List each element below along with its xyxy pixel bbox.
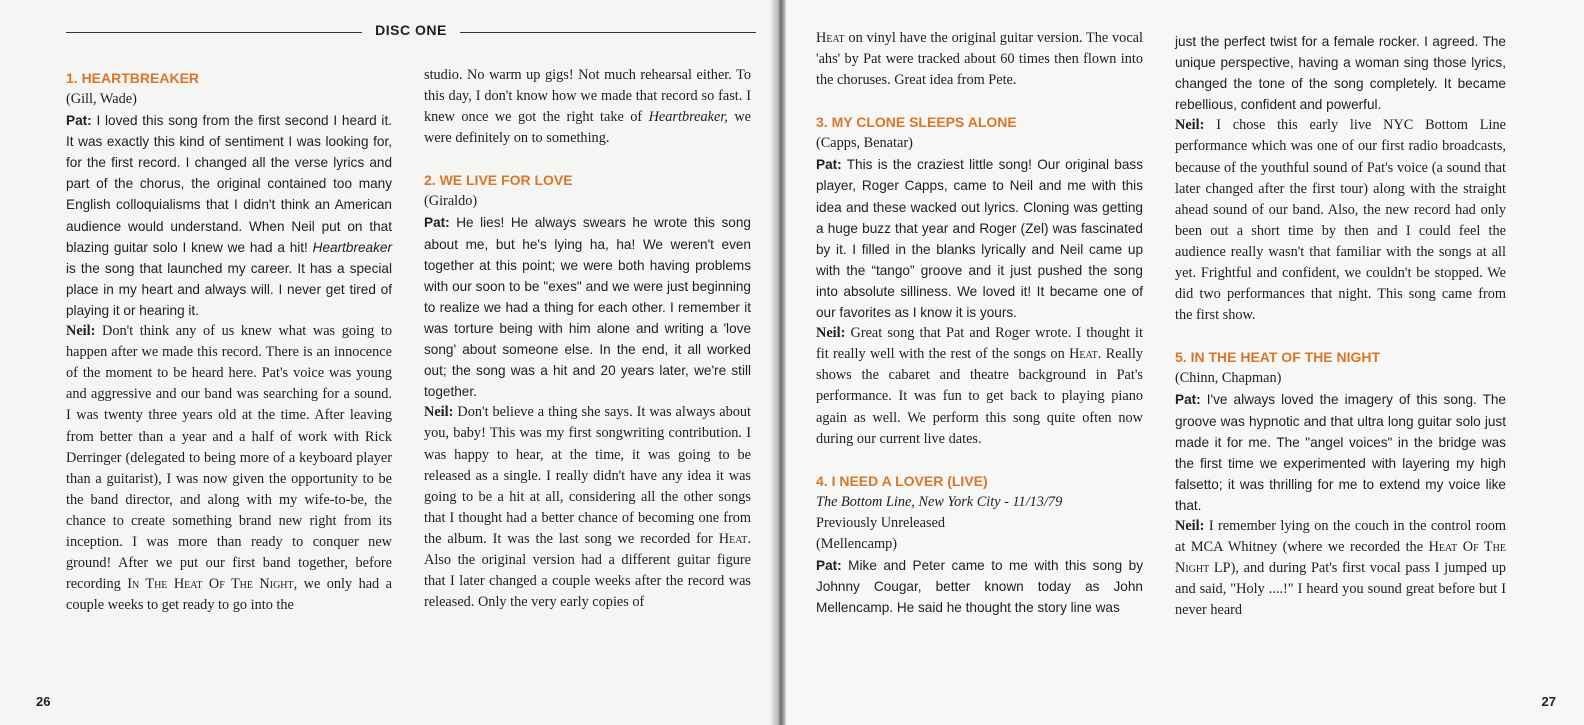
speaker-label: Pat: xyxy=(816,157,842,173)
song-title-i-need-a-lover: 4. I NEED A LOVER (LIVE) xyxy=(816,472,988,489)
neil-commentary: Neil: Great song that Pat and Roger wrote. I thought it fit really well with the rest of the songs on Heat. Really shows the cabaret and theatre background in Pat's performance. It was fun to get back to playing piano again as well. We perform this song quite often now during our current live dates. xyxy=(816,325,1144,447)
right-column-2 xyxy=(1175,31,1506,621)
song-title-we-live-for-love: 2. WE LIVE FOR LOVE xyxy=(424,172,573,189)
speaker-label: Pat: xyxy=(424,215,450,231)
speaker-label: Neil: xyxy=(816,325,846,342)
song-credit: (Chinn, Chapman) xyxy=(1175,370,1282,387)
pat-commentary: Pat: This is the craziest little song! Our original bass player, Roger Capps, came to Neil and me with this idea and these wacked out lyrics. Cloning was getting a huge buzz that year and Roger (Zel) was fascinated by it. I filled in the blanks lyrically and Neil came up with the “tango” groove and it just pushed the song into absolute silliness. We loved it! It became one of our favorites as I know it is yours. xyxy=(816,157,1144,321)
header-rule-left xyxy=(66,32,362,33)
pat-commentary: Pat: Mike and Peter came to me with this song by Johnny Cougar, better known today as John Mellencamp. He said he thought the story line was xyxy=(816,557,1143,616)
section-title: DISC ONE xyxy=(375,22,447,38)
release-note: Previously Unreleased xyxy=(816,514,946,531)
speaker-label: Neil: xyxy=(424,404,454,421)
section-header xyxy=(66,22,756,42)
left-column-1 xyxy=(66,68,392,616)
speaker-label: Pat: xyxy=(1175,392,1201,408)
song-credit: (Giraldo) xyxy=(424,193,478,210)
song-credit: (Mellencamp) xyxy=(816,535,897,552)
speaker-label: Pat: xyxy=(816,557,842,573)
song-venue: The Bottom Line, New York City - 11/13/79 xyxy=(816,493,1063,510)
continued-text: studio. No warm up gigs! Not much rehearsal either. To this day, I don't know how we made that record so fast. I knew once we got the right take of Heartbreaker, we were definitely on to something. xyxy=(424,67,752,147)
left-column-2 xyxy=(424,65,751,613)
neil-commentary: Neil: I remember lying on the couch in the control room at MCA Whitney (where we recorded the Heat Of The Night LP), and during Pat's first vocal pass I jumped up and said, "Holy ....!" I heard you sound great before but I never heard xyxy=(1175,517,1506,619)
right-page xyxy=(786,0,1584,725)
pat-commentary: Pat: He lies! He always swears he wrote this song about me, but he's lying ha, ha! We weren't even together at this point; we were both having problems with our soon to be "exes" and we were just beginning to realize we had a thing for each other. I remember it was torture being with him alone and writing a 'love song' about someone else. In the end, it all worked out; the song was a hit and 20 years later, we're still together. xyxy=(424,215,751,400)
song-title-my-clone-sleeps-alone: 3. MY CLONE SLEEPS ALONE xyxy=(816,114,1017,131)
song-credit: (Capps, Benatar) xyxy=(816,135,913,152)
neil-commentary: Neil: I chose this early live NYC Bottom Line performance which was one of our first radio broadcasts, because of the youthful sound of Pat's voice (a sound that later changed after the first tour) along with the straight ahead sound of our band. Also, the new record had only been out a short time by then and I could feel the audience really wasn't that familiar with the songs at all yet. Frightful and confident, we couldn't be stopped. We did two performances that night. This song came from the first show. xyxy=(1175,117,1506,324)
pat-commentary: Pat: I've always loved the imagery of this song. The groove was hypnotic and that ultra long guitar solo just made it for me. The "angel voices" in the bridge was the first time we experimented with layering my high falsetto; it was thrilling for me to extend my voice like that. xyxy=(1175,392,1506,513)
page-number-right: 27 xyxy=(1541,694,1556,709)
speaker-label: Neil: xyxy=(1175,517,1205,534)
page-number-left: 26 xyxy=(36,694,51,709)
continued-text: Heat on vinyl have the original guitar version. The vocal 'ahs' by Pat were tracked about 60 times then flown into the choruses. Great idea from Pete. xyxy=(816,30,1143,89)
speaker-label: Pat: xyxy=(66,113,92,129)
song-title-in-the-heat-of-the-night: 5. IN THE HEAT OF THE NIGHT xyxy=(1175,349,1381,366)
song-title-heartbreaker: 1. HEARTBREAKER xyxy=(66,70,200,86)
neil-commentary: Neil: Don't believe a thing she says. It was always about you, baby! This was my first songwriting contribution. I was happy to hear, at the time, it was going to be released as a single. I really didn't have any idea it was going to be a hit at all, considering all the other songs that I thought had a better chance of becoming one from the album. It was the last song we recorded for Heat. Also the original version had a different guitar figure that I later changed a couple weeks after the record was released. Only the very early copies of xyxy=(424,404,751,611)
speaker-label: Neil: xyxy=(1175,117,1205,134)
header-rule-right xyxy=(460,32,756,33)
song-credit: (Gill, Wade) xyxy=(66,91,137,107)
left-page xyxy=(0,0,778,725)
pat-commentary: Pat: I loved this song from the first second I heard it. It was exactly this kind of sentiment I was looking for, for the first record. I changed all the verse lyrics and part of the chorus, the original contained too many English colloquialisms that I didn't think an American audience would understand. When Neil put on that blazing guitar solo I knew we had a hit! Heartbreaker is the song that launched my career. It has a special place in my heart and always will. I never get tired of playing it or hearing it. xyxy=(66,113,393,318)
continued-text: just the perfect twist for a female rocker. I agreed. The unique perspective, having a woman sing those lyrics, changed the tone of the song completely. It became rebellious, confident and powerful. xyxy=(1175,34,1506,113)
right-column-1 xyxy=(816,28,1143,618)
speaker-label: Neil: xyxy=(66,323,96,340)
neil-commentary: Neil: Don't think any of us knew what was going to happen after we made this record. There is an innocence of the moment to be heard here. Pat's voice was young and aggressive and our band was searching for a sound. I was twenty three years old at the time. After leaving from better than a year and a half of work with Rick Derringer (delegated to being more of a keyboard player than a guitarist), I was now given the opportunity to be the band director, and along with my wife-to-be, the chance to create something brand new right from its inception. I was more than ready to conquer new ground! After we put our first band together, before recording In The Heat Of The Night, we only had a couple weeks to get ready to go into the xyxy=(66,323,393,614)
